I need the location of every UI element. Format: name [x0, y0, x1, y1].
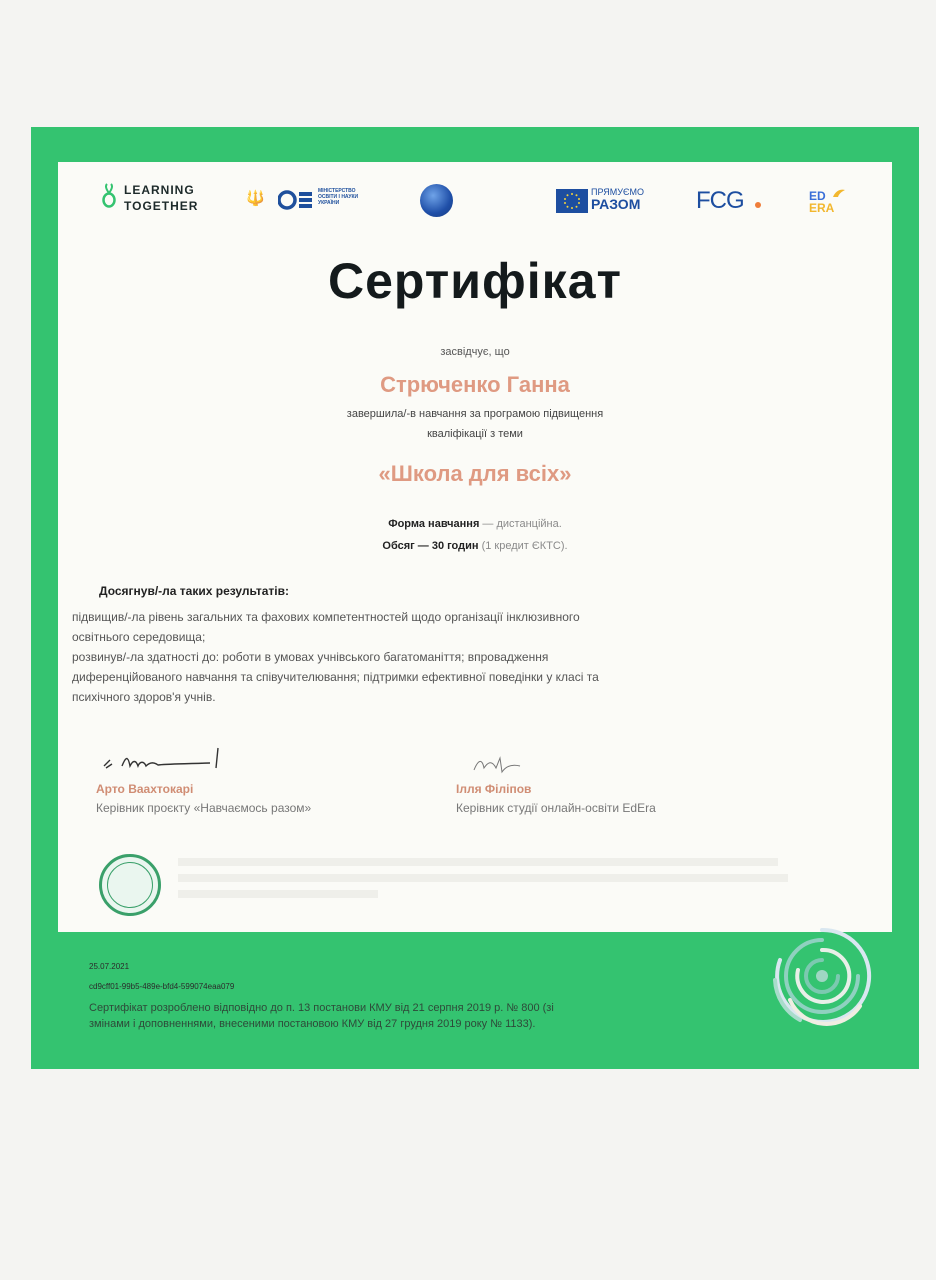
eu-logo-text: ПРЯМУЄМО РАЗОМ — [591, 187, 644, 212]
edera-logo: ED ERA — [809, 189, 835, 215]
study-volume — [58, 540, 892, 552]
globe-logo-icon — [420, 184, 453, 217]
course-title: «Школа для всіх» — [378, 461, 572, 486]
trident-icon: 🔱 — [246, 190, 265, 207]
faded-text-band — [178, 874, 788, 882]
ministry-logo-icon — [278, 190, 314, 210]
results-heading: Досягнув/-ла таких результатів: — [99, 584, 290, 598]
edera-flame-icon — [832, 188, 846, 198]
signatory-2-name: Ілля Філіпов — [456, 782, 532, 796]
issue-date: 25.07.2021 — [89, 962, 130, 971]
fcg-dot-icon — [755, 202, 761, 208]
ministry-logo-text: МІНІСТЕРСТВО ОСВІТИ І НАУКИ УКРАЇНИ — [318, 188, 359, 206]
result-line: освітнього середовища; — [72, 630, 206, 644]
result-line: розвинув/-ла здатності до: роботи в умовах учнівського багатоманіття; впровадження — [72, 650, 549, 664]
study-volume-value: (1 кредит ЄКТС). — [478, 540, 568, 552]
faded-text-band — [178, 890, 378, 898]
certificate-hash: cd9cff01-99b5-489e-bfd4-599074eaa079 — [89, 982, 235, 991]
signatory-1-role: Керівник проєкту «Навчаємось разом» — [96, 801, 312, 815]
legal-note-line-1: Сертифікат розроблено відповідно до п. 13 постанови КМУ від 21 серпня 2019 р. № 800 (зі — [89, 1002, 554, 1014]
faded-text-band — [178, 858, 778, 866]
learning-together-logo-text: LEARNING TOGETHER — [124, 183, 199, 213]
certificate-title: Сертифікат — [328, 253, 622, 309]
seal-inner-ring — [107, 862, 153, 908]
completed-line-1: завершила/-в навчання за програмою підвищення — [346, 408, 604, 420]
study-volume-label: Обсяг — 30 годин — [382, 540, 479, 552]
certifies-text: засвідчує, що — [440, 346, 510, 358]
legal-note-line-2: змінами і доповненнями, внесеними постановою КМУ від 27 грудня 2019 року № 1133). — [89, 1018, 536, 1030]
result-line: психічного здоров'я учнів. — [72, 690, 216, 704]
signatory-1-name: Арто Ваахтокарі — [96, 782, 194, 796]
recipient-name: Стрюченко Ганна — [380, 372, 570, 397]
result-line: підвищив/-ла рівень загальних та фахових компетентностей щодо організації інклюзивного — [72, 610, 580, 624]
signature-1-image — [100, 742, 230, 774]
result-line: диференційованого навчання та співучителювання; підтримки ефективної поведінки у класі та — [72, 670, 599, 684]
completed-line-2: кваліфікації з теми — [427, 428, 523, 440]
signature-2-image — [470, 752, 530, 776]
eu-flag-icon — [556, 189, 588, 213]
signatory-2-role: Керівник студії онлайн-освіти EdEra — [456, 801, 656, 815]
fcg-logo: FCG — [696, 187, 744, 214]
study-form-value: — дистанційна. — [479, 518, 562, 530]
study-form-label: Форма навчання — [388, 518, 480, 530]
study-form — [58, 518, 892, 530]
hologram-icon — [760, 920, 885, 1032]
learning-together-logo-icon — [102, 183, 116, 209]
